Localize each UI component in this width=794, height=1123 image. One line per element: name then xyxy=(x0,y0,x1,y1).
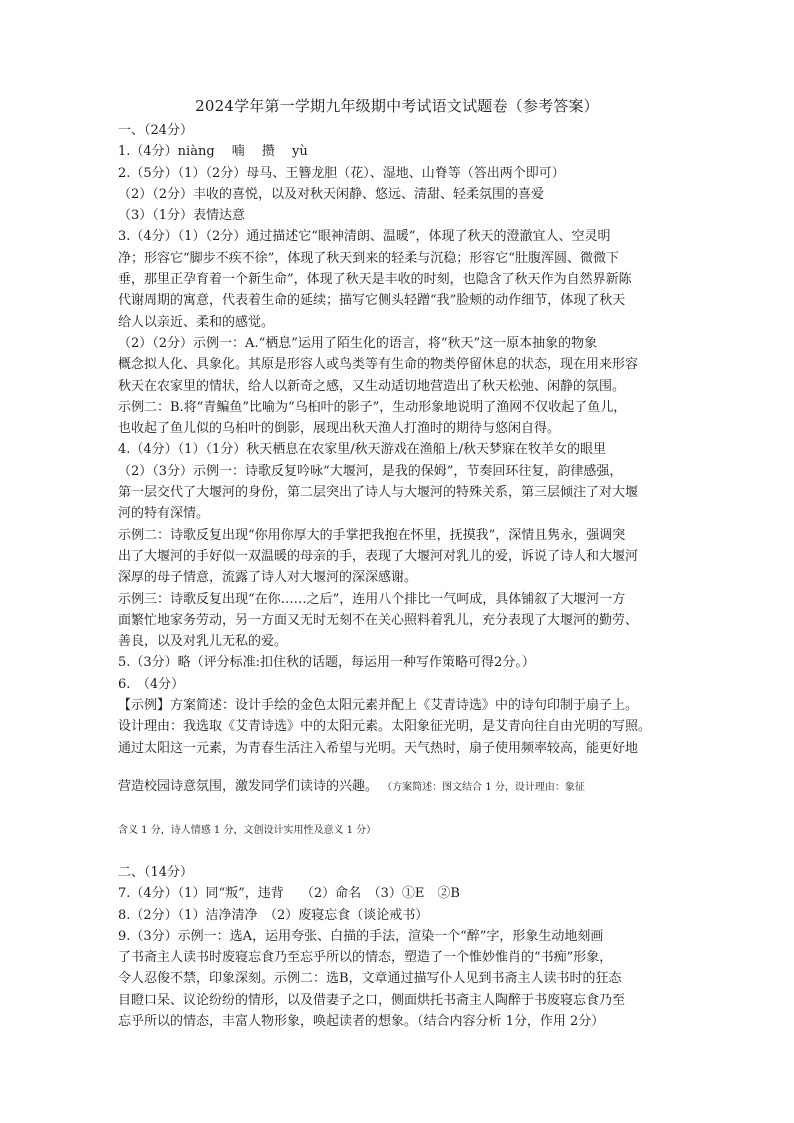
section1-line: 垂，那里正孕育着一个新生命”，体现了秋天是丰收的时刻，也隐含了秋天作为自然界新陈 xyxy=(118,272,632,288)
section1-heading: 一、（24分） xyxy=(118,123,194,138)
section1-line: 5.（3分）略（评分标准:扣住秋的话题，每运用一种写作策略可得2分。） xyxy=(118,655,535,671)
section1-line: 出了大堰河的手好似一双温暖的母亲的手，表现了大堰河对乳儿的爱，诉说了诗人和大堰河 xyxy=(118,548,639,564)
section2-line: 目瞪口呆、议论纷纷的情形，以及借妻子之口，侧面烘托书斋主人陶醉于书废寝忘食乃至 xyxy=(118,992,626,1008)
section1-line: 3.（4分）（1）（2分）通过描述它“眼神清朗、温暖”，体现了秋天的澄澈宜人、空灵明 xyxy=(118,229,611,245)
section1-line: 面繁忙地家务劳动，另一方面又无时无刻不在关心照料着乳儿，充分表现了大堰河的勤劳、 xyxy=(118,612,639,628)
q6-scoring-note-cont: 含义 1 分，诗人情感 1 分，文创设计实用性及意义 1 分） xyxy=(118,824,377,836)
section1-line: 秋天在农家里的情状，给人以新奇之感，又生动适切地营造出了秋天松弛、闲静的氛围。 xyxy=(118,378,626,394)
section1-line: 给人以亲近、柔和的感觉。 xyxy=(118,314,275,330)
section2-line: 8.（2分）（1）洁净清净 （2）废寝忘食（谈论戒书） xyxy=(118,907,429,923)
section1-line: 净；形容它“脚步不疾不徐”，体现了秋天到来的轻柔与沉稳；形容它“肚腹浑圆、微微下 xyxy=(118,250,619,266)
page-title: 2024学年第一学期九年级期中考试语文试题卷（参考答案） xyxy=(195,97,599,115)
section1-line: （2）（3分）示例一：诗歌反复吟咏“大堰河，是我的保姆”，节奏回环往复，韵律感强， xyxy=(118,463,623,479)
section2-line: 7.（4分）（1）同“叛”，违背 （2）命名 （3）①E ②B xyxy=(118,886,460,902)
section1-line: 4.（4分）（1）（1分）秋天栖息在农家里/秋天游戏在渔船上/秋天梦寐在牧羊女的眼里 xyxy=(118,442,606,458)
section1-line: 第一层交代了大堰河的身份，第二层突出了诗人与大堰河的特殊关系，第三层倾注了对大堰 xyxy=(118,485,639,501)
q6-line: 【示例】方案简述：设计手绘的金色太阳元素并配上《艾青诗选》中的诗句印制于扇子上。 xyxy=(118,698,639,714)
section1-line: （3）（1分）表情达意 xyxy=(118,208,246,224)
section2-lines xyxy=(118,883,684,1032)
section1-line: 概念拟人化、具象化。其原是形容人或鸟类等有生命的物类停留休息的状态，现在用来形容 xyxy=(118,357,639,373)
section1-line: （2）（2分）示例一：A.“栖息”运用了陌生化的语言，将“秋天”这一原本抽象的物象 xyxy=(118,335,598,351)
section1-line: 示例二：B.将“青鳊鱼”比喻为“乌桕叶的影子”，生动形象地说明了渔网不仅收起了鱼儿， xyxy=(118,399,627,415)
q6-last-line xyxy=(118,775,684,799)
q6-last-main: 营造校园诗意氛围，激发同学们读诗的兴趣。 xyxy=(118,778,379,794)
q6-line: 设计理由：我选取《艾青诗选》中的太阳元素。太阳象征光明，是艾青向往自由光明的写照。 xyxy=(118,719,652,735)
section1-line: 代谢周期的寓意，代表着生命的延续；描写它侧头轻蹭“我”脸颊的动作细节，体现了秋天 xyxy=(118,293,626,309)
section1-line: 2.（5分）（1）（2分）母马、王簪龙胆（花）、湿地、山脊等（答出两个即可） xyxy=(118,165,565,181)
section2-line: 令人忍俊不禁，印象深刻。示例二：选B，文章通过描写仆人见到书斋主人读书时的狂态 xyxy=(118,971,622,987)
q6-answer xyxy=(118,695,684,759)
section1-line: 1.（4分）niàng 喃 攒 yù xyxy=(118,144,308,160)
section1-line: 示例三：诗歌反复出现“在你……之后”，连用八个排比一气呵成，具体铺叙了大堰河一方 xyxy=(118,591,626,607)
q6-scoring-note: （方案简述：图文结合 1 分，设计理由：象征 xyxy=(382,781,585,793)
q6-line: 通过太阳这一元素，为青春生活注入希望与光明。天气热时，扇子使用频率较高，能更好地 xyxy=(118,740,639,756)
section1-line: 6. （4分） xyxy=(118,676,185,692)
section2-line: 忘乎所以的情态，丰富人物形象，唤起读者的想象。（结合内容分析 1分，作用 2分） xyxy=(118,1013,605,1029)
section1-line: 示例二：诗歌反复出现“你用你厚大的手掌把我抱在怀里，抚摸我”，深情且隽永，强调突 xyxy=(118,527,626,543)
section1-line: 善良，以及对乳儿无私的爱。 xyxy=(118,634,288,650)
section2-heading: 二、（14分） xyxy=(118,864,194,880)
section1-lines xyxy=(118,141,684,695)
section1-line: 河的特有深情。 xyxy=(118,506,210,522)
section1-line: （2）（2分）丰收的喜悦，以及对秋天闲静、悠远、清甜、轻柔氛围的喜爱 xyxy=(118,186,545,202)
section2-line: 了书斋主人读书时废寝忘食乃至忘乎所以的情态，塑造了一个惟妙惟肖的“书痴”形象， xyxy=(118,950,613,966)
section1-line: 也收起了鱼儿似的乌桕叶的倒影，展现出秋天渔人打渔时的期待与悠闲自得。 xyxy=(118,421,561,437)
section2-line: 9.（3分）示例一：选A，运用夸张、白描的手法，渲染一个“醉”字，形象生动地刻画 xyxy=(118,928,604,944)
answer-content xyxy=(118,120,684,1032)
section1-line: 深厚的母子情意，流露了诗人对大堰河的深深感谢。 xyxy=(118,570,418,586)
